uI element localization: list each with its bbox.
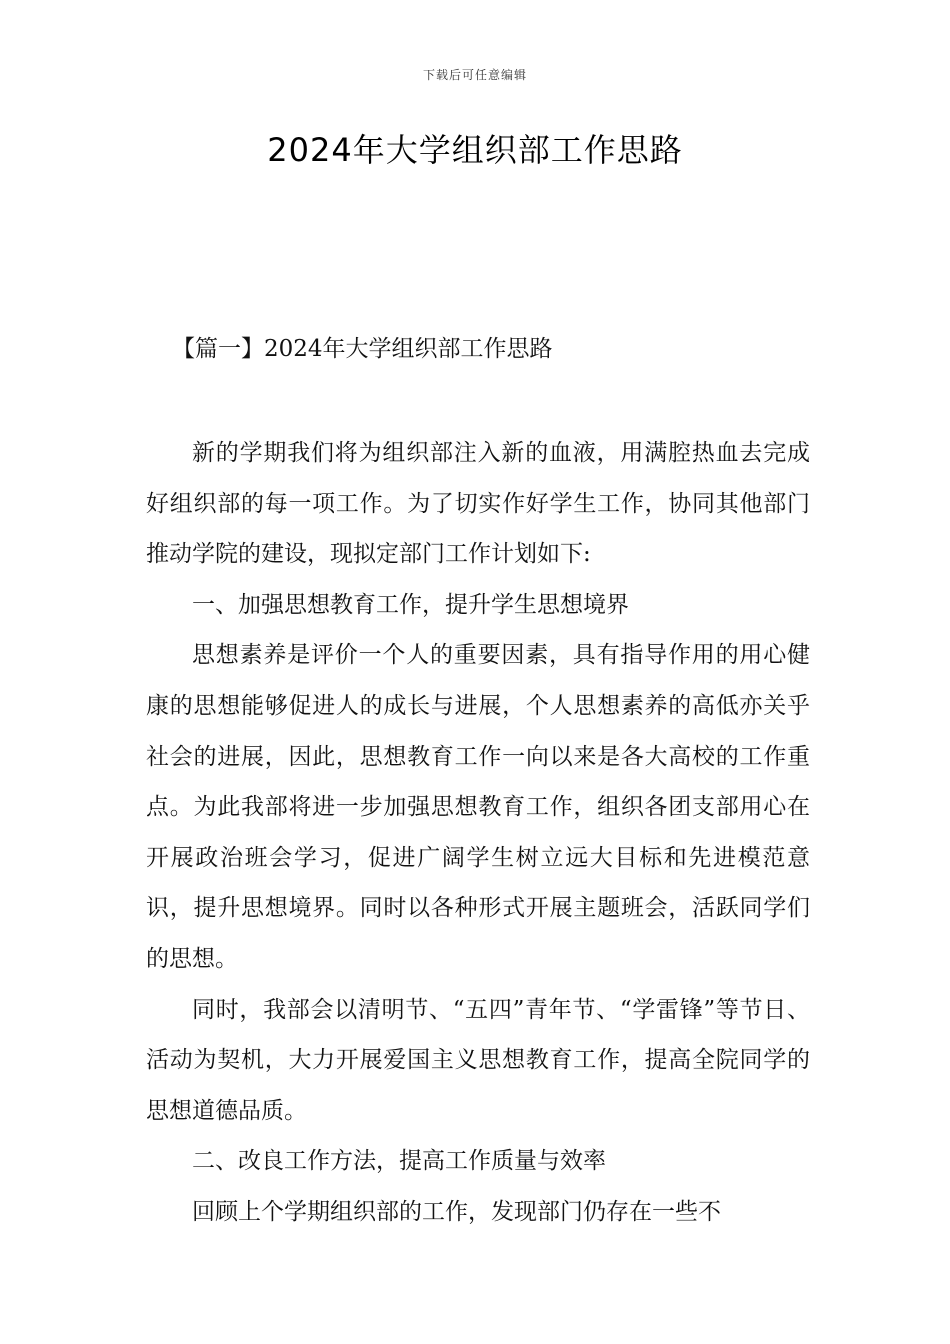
paragraph-review: 回顾上个学期组织部的工作，发现部门仍存在一些不 bbox=[192, 1198, 721, 1225]
paragraph-intro: 新的学期我们将为组织部注入新的血液，用满腔热血去完成好组织部的每一项工作。为了切实作好学生工作，协同其他部门推动学院的建设，现拟定部门工作计划如下: bbox=[146, 440, 810, 568]
paragraph-heading-1: 一、加强思想教育工作，提升学生思想境界 bbox=[192, 591, 629, 618]
section-heading: 【篇一】2024年大学组织部工作思路 bbox=[172, 336, 553, 362]
document-body bbox=[146, 428, 810, 1238]
header-note: 下载后可任意编辑 bbox=[422, 68, 527, 82]
paragraph-heading-2: 二、改良工作方法，提高工作质量与效率 bbox=[192, 1148, 606, 1175]
document-title: 2024年大学组织部工作思路 bbox=[267, 131, 683, 169]
paragraph-festivals: 同时，我部会以清明节、“五四”青年节、“学雷锋”等节日、活动为契机，大力开展爱国主义思想教育工作，提高全院同学的思想道德品质。 bbox=[146, 996, 810, 1124]
paragraph-ideology: 思想素养是评价一个人的重要因素，具有指导作用的用心健康的思想能够促进人的成长与进展，个人思想素养的高低亦关乎社会的进展，因此，思想教育工作一向以来是各大高校的工作重点。为此我部将进一步加强思想教育工作，组织各团支部用心在开展政治班会学习，促进广阔学生树立远大目标和先进模范意识，提升思想境界。同时以各种形式开展主题班会，活跃同学们的思想。 bbox=[146, 642, 810, 972]
